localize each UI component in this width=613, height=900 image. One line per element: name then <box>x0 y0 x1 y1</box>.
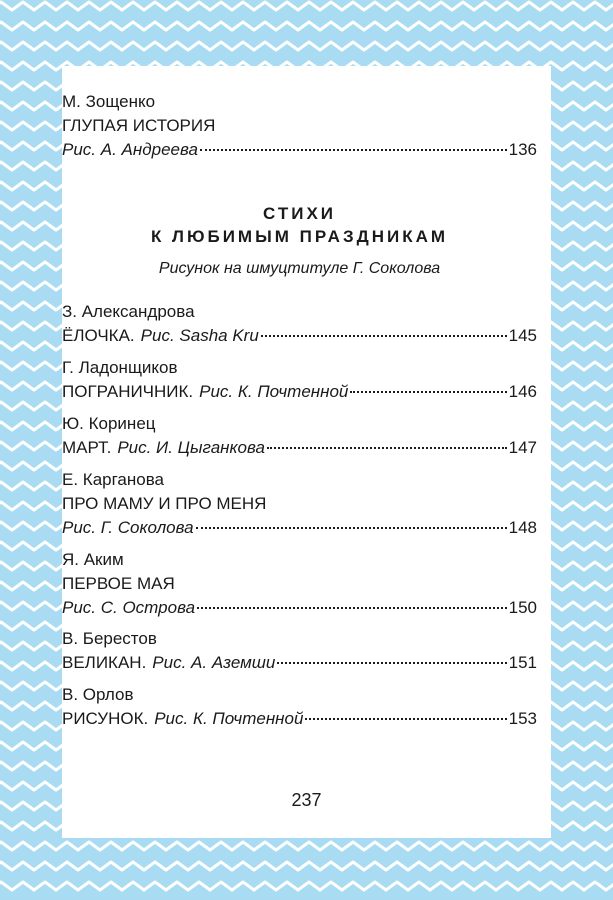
entry-page-number: 147 <box>508 438 537 457</box>
entry-illustrator: Рис. С. Острова <box>62 598 196 617</box>
entry-author: М. Зощенко <box>62 92 156 111</box>
toc-entry <box>62 468 537 540</box>
entry-page-number: 145 <box>508 326 537 345</box>
dot-leader <box>197 607 507 609</box>
entry-illustrator: Рис. Sasha Kru <box>140 326 259 345</box>
entry-illustrator: Рис. А. Андреева <box>62 140 198 159</box>
dot-leader <box>261 335 507 337</box>
toc-entry <box>62 356 537 404</box>
entry-illustrator: Рис. К. Почтенной <box>199 382 349 401</box>
entry-illustration-line <box>62 596 537 620</box>
entry-page-number: 146 <box>508 382 537 401</box>
entry-title: МАРТ. <box>62 438 112 457</box>
entry-title-line <box>62 436 537 460</box>
toc-entry <box>62 548 537 620</box>
entry-illustrator: Рис. Г. Соколова <box>62 518 194 537</box>
section-title-line2: К ЛЮБИМЫМ ПРАЗДНИКАМ <box>150 227 449 246</box>
entry-page-number: 136 <box>508 140 537 159</box>
entry-title: ВЕЛИКАН. <box>62 653 147 672</box>
entry-author: Ю. Коринец <box>62 414 156 433</box>
entry-title: РИСУНОК. <box>62 709 149 728</box>
toc-entry <box>62 412 537 460</box>
toc-entry <box>62 90 537 162</box>
entry-title-line <box>62 380 537 404</box>
entry-author: Е. Карганова <box>62 470 165 489</box>
dot-leader <box>200 149 507 151</box>
entry-title: ПЕРВОЕ МАЯ <box>62 574 175 593</box>
entry-title-line <box>62 707 537 731</box>
entry-title: ПОГРАНИЧНИК. <box>62 382 194 401</box>
toc-entry <box>62 300 537 348</box>
section-title-line1: СТИХИ <box>262 204 336 223</box>
entry-title-line <box>62 324 537 348</box>
dot-leader <box>350 391 506 393</box>
content-page <box>62 66 551 838</box>
entry-author: Г. Ладонщиков <box>62 358 178 377</box>
entry-title-line <box>62 651 537 675</box>
dot-leader <box>196 527 507 529</box>
entry-page-number: 150 <box>508 598 537 617</box>
entry-illustrator: Рис. А. Аземши <box>152 653 276 672</box>
dot-leader <box>305 718 506 720</box>
entry-page-number: 148 <box>508 518 537 537</box>
page-number: 237 <box>291 790 322 810</box>
entry-page-number: 153 <box>508 709 537 728</box>
entry-title: ЁЛОЧКА. <box>62 326 135 345</box>
entry-author: В. Орлов <box>62 685 134 704</box>
section-subtitle: Рисунок на шмуцтитуле Г. Соколова <box>158 260 441 277</box>
entry-illustration-line <box>62 138 537 162</box>
entry-title: ГЛУПАЯ ИСТОРИЯ <box>62 116 216 135</box>
entry-page-number: 151 <box>508 653 537 672</box>
entry-title: ПРО МАМУ И ПРО МЕНЯ <box>62 494 267 513</box>
toc-entry <box>62 683 537 731</box>
entry-illustration-line <box>62 516 537 540</box>
dot-leader <box>277 662 506 664</box>
entry-author: З. Александрова <box>62 302 195 321</box>
entry-illustrator: Рис. К. Почтенной <box>154 709 304 728</box>
dot-leader <box>267 447 507 449</box>
entry-illustrator: Рис. И. Цыганкова <box>117 438 265 457</box>
entry-author: Я. Аким <box>62 550 124 569</box>
toc-entry <box>62 627 537 675</box>
entry-author: В. Берестов <box>62 629 157 648</box>
